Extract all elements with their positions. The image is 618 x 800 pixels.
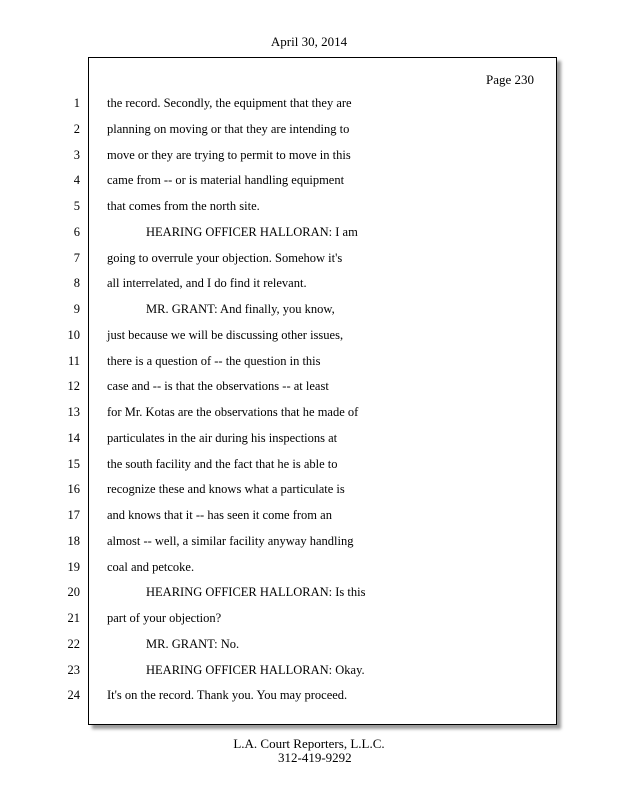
line-number: 19 [67, 559, 80, 574]
line-text: HEARING OFFICER HALLORAN: I am [146, 224, 358, 239]
line-number: 8 [73, 276, 80, 291]
footer-phone: 312-419-9292 [278, 750, 352, 765]
transcript-line [0, 302, 618, 320]
line-text: just because we will be discussing other issues, [107, 327, 344, 342]
line-number: 10 [67, 327, 80, 342]
transcript-line [0, 148, 618, 166]
transcript-line [0, 585, 618, 603]
transcript-line [0, 122, 618, 140]
transcript-line [0, 482, 618, 500]
line-number: 2 [73, 121, 80, 136]
line-number: 24 [67, 688, 80, 703]
transcript-line [0, 225, 618, 243]
line-text: coal and petcoke. [107, 559, 195, 574]
line-number: 16 [67, 482, 80, 497]
line-text: HEARING OFFICER HALLORAN: Is this [146, 585, 366, 600]
line-number: 3 [73, 147, 80, 162]
line-number: 22 [67, 636, 80, 651]
transcript-line [0, 276, 618, 294]
line-text: and knows that it -- has seen it come from an [107, 508, 332, 522]
line-number: 17 [67, 508, 80, 522]
line-number: 18 [67, 533, 80, 548]
page-number: Page 230 [486, 72, 535, 87]
line-number: 6 [73, 224, 80, 239]
line-text: case and -- is that the observations -- at least [107, 379, 329, 394]
transcript-line [0, 96, 618, 114]
line-text: that comes from the north site. [107, 199, 260, 213]
line-text: going to overrule your objection. Somehow it's [107, 250, 343, 265]
line-text: HEARING OFFICER HALLORAN: Okay. [146, 662, 365, 677]
transcript-line [0, 405, 618, 423]
line-text: MR. GRANT: No. [146, 636, 240, 651]
transcript-line [0, 637, 618, 655]
line-text: recognize these and knows what a particulate is [107, 482, 345, 497]
line-number: 7 [73, 250, 80, 265]
transcript-line [0, 173, 618, 191]
transcript-line [0, 560, 618, 578]
line-number: 14 [67, 430, 80, 445]
line-number: 5 [73, 199, 80, 213]
line-number: 20 [67, 585, 80, 600]
transcript-line [0, 611, 618, 629]
line-number: 13 [67, 405, 80, 419]
transcript-line [0, 457, 618, 475]
transcript-line [0, 508, 618, 526]
line-text: came from -- or is material handling equipment [107, 173, 345, 188]
transcript-line [0, 688, 618, 706]
transcript-line [0, 663, 618, 681]
line-text: all interrelated, and I do find it relevant. [107, 276, 307, 291]
transcript-line [0, 199, 618, 217]
line-number: 11 [67, 353, 80, 368]
line-number: 4 [73, 173, 80, 188]
line-number: 1 [73, 96, 80, 110]
transcript-line [0, 354, 618, 372]
transcript-line [0, 379, 618, 397]
line-text: the record. Secondly, the equipment that they are [107, 96, 352, 110]
transcript-line [0, 328, 618, 346]
line-text: there is a question of -- the question in this [107, 353, 321, 368]
line-text: for Mr. Kotas are the observations that he made of [107, 405, 359, 419]
line-text: almost -- well, a similar facility anyway handling [107, 533, 354, 548]
line-text: move or they are trying to permit to move in this [107, 147, 351, 162]
line-number: 12 [67, 379, 80, 394]
line-text: particulates in the air during his inspections at [107, 430, 338, 445]
footer-company: L.A. Court Reporters, L.L.C. [233, 736, 385, 751]
header-date: April 30, 2014 [270, 34, 348, 49]
line-number: 15 [67, 456, 80, 471]
transcript-line [0, 534, 618, 552]
line-number: 9 [73, 302, 80, 316]
line-text: MR. GRANT: And finally, you know, [146, 302, 335, 316]
transcript-line [0, 431, 618, 449]
line-number: 21 [67, 611, 80, 625]
line-text: planning on moving or that they are intending to [107, 121, 350, 136]
line-text: part of your objection? [107, 611, 222, 625]
line-text: the south facility and the fact that he is able to [107, 456, 338, 471]
transcript-line [0, 251, 618, 269]
line-text: It's on the record. Thank you. You may proceed. [107, 688, 348, 703]
line-number: 23 [67, 662, 80, 677]
